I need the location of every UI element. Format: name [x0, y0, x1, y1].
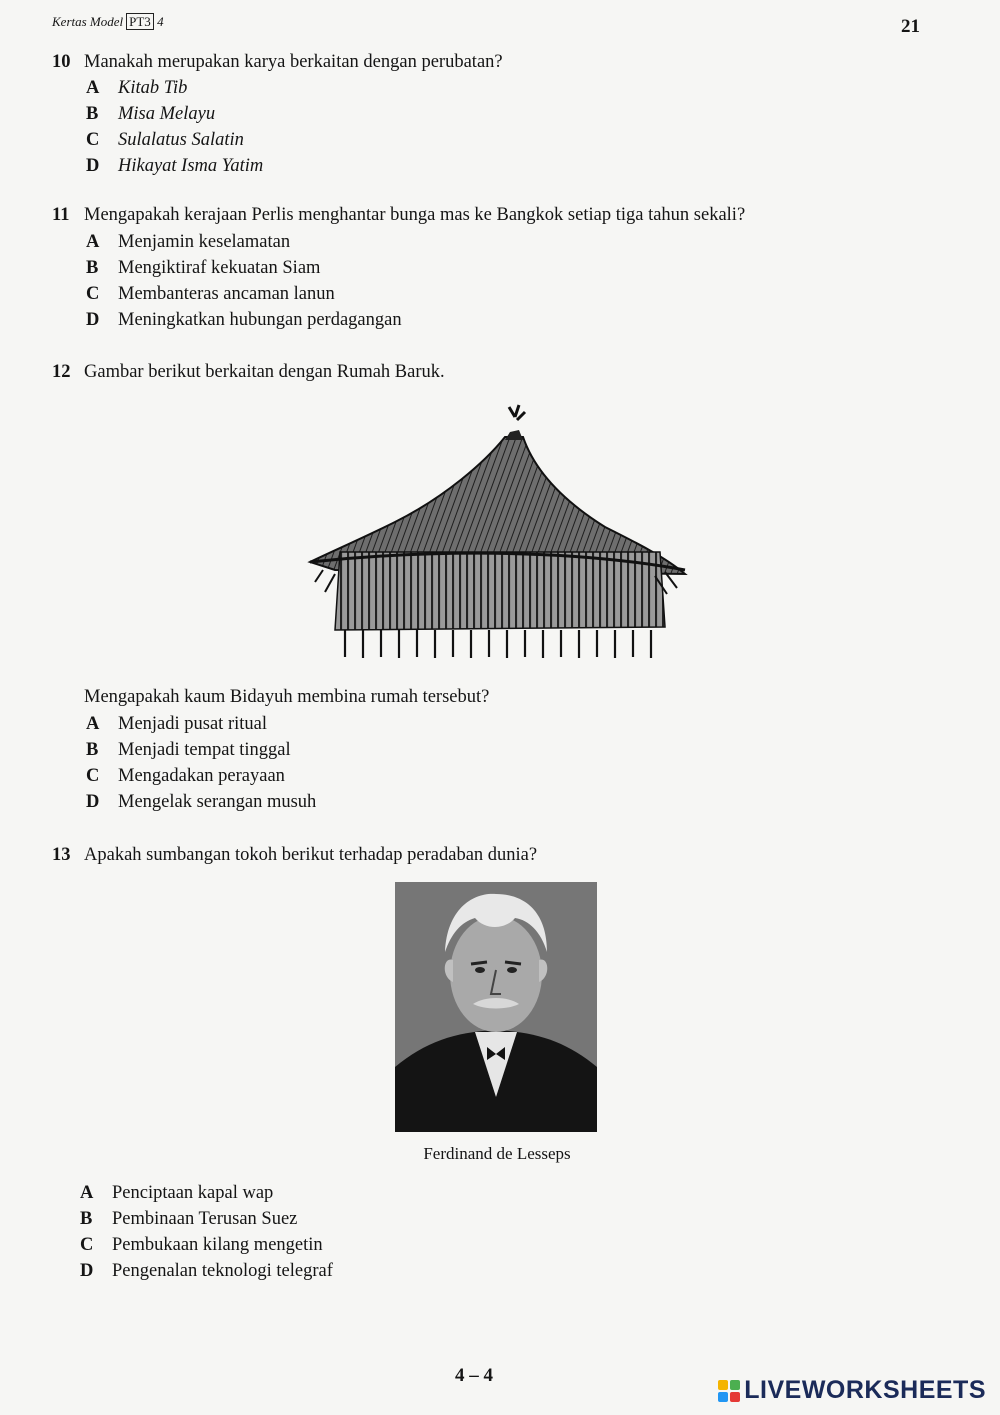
question-12-options	[86, 711, 316, 815]
question-12	[52, 362, 445, 383]
question-number: 11	[52, 205, 70, 225]
option-letter: D	[80, 1261, 94, 1281]
option-text: Sulalatus Salatin	[118, 130, 244, 150]
option-text: Pembukaan kilang mengetin	[112, 1235, 323, 1255]
option-text: Meningkatkan hubungan perdagangan	[118, 310, 402, 330]
option-text: Kitab Tib	[118, 78, 188, 98]
question-11-options	[86, 229, 402, 333]
option-text: Hikayat Isma Yatim	[118, 156, 264, 176]
option-d[interactable]	[86, 153, 263, 179]
option-b[interactable]	[80, 1206, 333, 1232]
brand-text: LIVEWORKSHEETS	[744, 1376, 986, 1404]
option-a[interactable]	[80, 1180, 333, 1206]
option-letter: B	[80, 1209, 93, 1229]
option-letter: C	[86, 130, 100, 150]
option-letter: A	[80, 1183, 94, 1203]
option-letter: C	[80, 1235, 94, 1255]
option-c[interactable]	[86, 127, 263, 153]
question-10-options	[86, 75, 263, 179]
question-12-subquestion: Mengapakah kaum Bidayuh membina rumah tersebut?	[84, 687, 490, 707]
option-b[interactable]	[86, 737, 316, 763]
liveworksheets-logo	[718, 1376, 986, 1405]
option-letter: D	[86, 792, 100, 812]
option-letter: A	[86, 232, 100, 252]
option-letter: A	[86, 714, 100, 734]
question-13	[52, 845, 537, 866]
option-letter: B	[86, 104, 99, 124]
option-text: Mengiktiraf kekuatan Siam	[118, 258, 321, 278]
option-a[interactable]	[86, 229, 402, 255]
pt3-badge: PT3	[126, 13, 154, 30]
question-number: 13	[52, 845, 71, 865]
option-d[interactable]	[86, 307, 402, 333]
question-text: Manakah merupakan karya berkaitan dengan perubatan?	[84, 52, 503, 72]
option-a[interactable]	[86, 75, 263, 101]
option-b[interactable]	[86, 255, 402, 281]
option-letter: C	[86, 284, 100, 304]
option-letter: B	[86, 258, 99, 278]
footer-page-label: 4 – 4	[455, 1365, 493, 1386]
option-letter: D	[86, 310, 100, 330]
option-c[interactable]	[86, 763, 316, 789]
option-text: Menjadi pusat ritual	[118, 714, 267, 734]
rumah-baruk-illustration	[305, 402, 690, 662]
question-number: 12	[52, 362, 71, 382]
option-text: Membanteras ancaman lanun	[118, 284, 335, 304]
question-number: 10	[52, 52, 71, 72]
option-text: Pembinaan Terusan Suez	[112, 1209, 298, 1229]
question-text: Mengapakah kerajaan Perlis menghantar bunga mas ke Bangkok setiap tiga tahun sekali?	[84, 205, 746, 225]
option-b[interactable]	[86, 101, 263, 127]
option-letter: D	[86, 156, 100, 176]
option-letter: A	[86, 78, 100, 98]
header-title-text: Kertas Model	[52, 14, 124, 29]
option-letter: B	[86, 740, 99, 760]
option-c[interactable]	[80, 1232, 333, 1258]
option-text: Misa Melayu	[118, 104, 216, 124]
portrait-caption: Ferdinand de Lesseps	[423, 1144, 571, 1163]
option-letter: C	[86, 766, 100, 786]
option-c[interactable]	[86, 281, 402, 307]
option-text: Penciptaan kapal wap	[112, 1183, 274, 1203]
question-text: Gambar berikut berkaitan dengan Rumah Baruk.	[84, 362, 445, 382]
option-text: Menjamin keselamatan	[118, 232, 291, 252]
header-title	[52, 14, 164, 30]
option-d[interactable]	[80, 1258, 333, 1284]
option-text: Mengelak serangan musuh	[118, 792, 317, 812]
portrait-photo	[395, 882, 597, 1132]
header-section: 4	[157, 14, 164, 29]
question-11	[52, 205, 745, 226]
option-text: Mengadakan perayaan	[118, 766, 285, 786]
option-text: Pengenalan teknologi telegraf	[112, 1261, 333, 1281]
question-13-options	[80, 1180, 333, 1284]
question-text: Apakah sumbangan tokoh berikut terhadap peradaban dunia?	[84, 845, 538, 865]
option-text: Menjadi tempat tinggal	[118, 740, 291, 760]
page-number: 21	[901, 16, 920, 37]
option-a[interactable]	[86, 711, 316, 737]
liveworksheets-icon	[718, 1380, 740, 1402]
question-10	[52, 52, 503, 73]
option-d[interactable]	[86, 789, 316, 815]
